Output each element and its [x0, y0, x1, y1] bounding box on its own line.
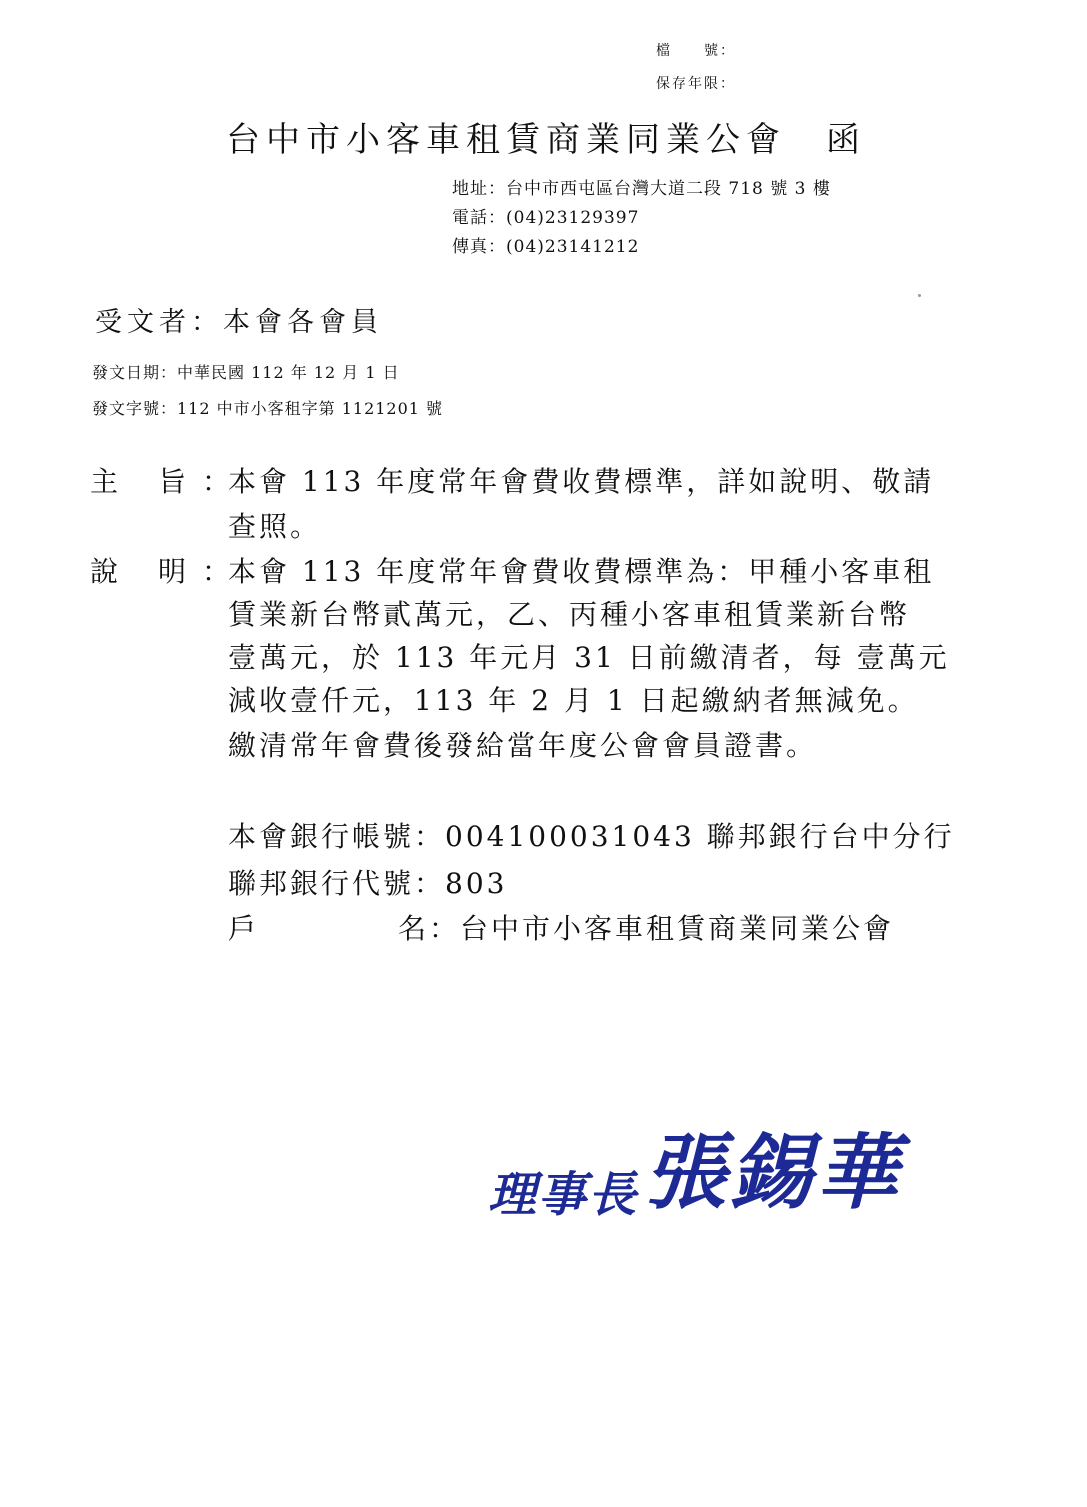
issue-date: 發文日期：中華民國 112 年 12 月 1 日: [92, 363, 400, 382]
recipient-line: 受文者：本會各會員: [95, 307, 383, 338]
explanation-line: 繳清常年會費後發給當年度公會會員證書。: [228, 729, 818, 762]
organization-name: 台中市小客車租賃商業同業公會: [226, 120, 786, 160]
letter-title: [226, 112, 866, 161]
speck-mark: [918, 294, 921, 297]
account-holder-line: 名：台中市小客車租賃商業同業公會: [398, 912, 895, 945]
subject-label-char-2: 旨: [158, 465, 190, 498]
explanation-label-char-1: 說: [90, 555, 122, 588]
subject-label: [90, 460, 189, 500]
explanation-line: 本會 113 年度常年會費收費標準為：甲種小客車租: [228, 555, 935, 588]
explanation-colon: ：: [202, 555, 234, 588]
account-holder-label: 戶: [228, 912, 260, 945]
file-number-label: 檔 號：: [656, 43, 736, 59]
bank-code-line: 聯邦銀行代號：803: [228, 867, 508, 900]
subject-line: 本會 113 年度常年會費收費標準，詳如說明、敬請: [228, 465, 935, 498]
subject-label-char-1: 主: [90, 465, 122, 498]
subject-colon: ：: [202, 465, 234, 498]
explanation-line: 賃業新台幣貳萬元，乙、丙種小客車租賃業新台幣: [228, 598, 911, 631]
explanation-line: 壹萬元，於 113 年元月 31 日前繳清者，每 壹萬元: [228, 641, 950, 674]
chairman-signature-stamp: [488, 1108, 902, 1225]
bank-account-line: 本會銀行帳號：004100031043 聯邦銀行台中分行: [228, 820, 955, 853]
subject-line: 查照。: [228, 510, 322, 543]
address-line: 地址：台中市西屯區台灣大道二段 718 號 3 樓: [452, 179, 831, 199]
fax-line: 傳真：(04)23141212: [452, 237, 640, 257]
phone-line: 電話：(04)23129397: [452, 208, 640, 228]
signature-name: 張錫華: [644, 1125, 903, 1221]
signature-role: 理事長: [488, 1167, 639, 1223]
explanation-line: 減收壹仟元，113 年 2 月 1 日起繳納者無減免。: [228, 684, 919, 717]
explanation-label-char-2: 明: [158, 555, 190, 588]
issue-number: 發文字號：112 中市小客租字第 1121201 號: [92, 399, 444, 418]
document-type: 函: [826, 120, 866, 160]
retention-period-label: 保存年限：: [656, 76, 736, 92]
explanation-label: [90, 550, 189, 590]
